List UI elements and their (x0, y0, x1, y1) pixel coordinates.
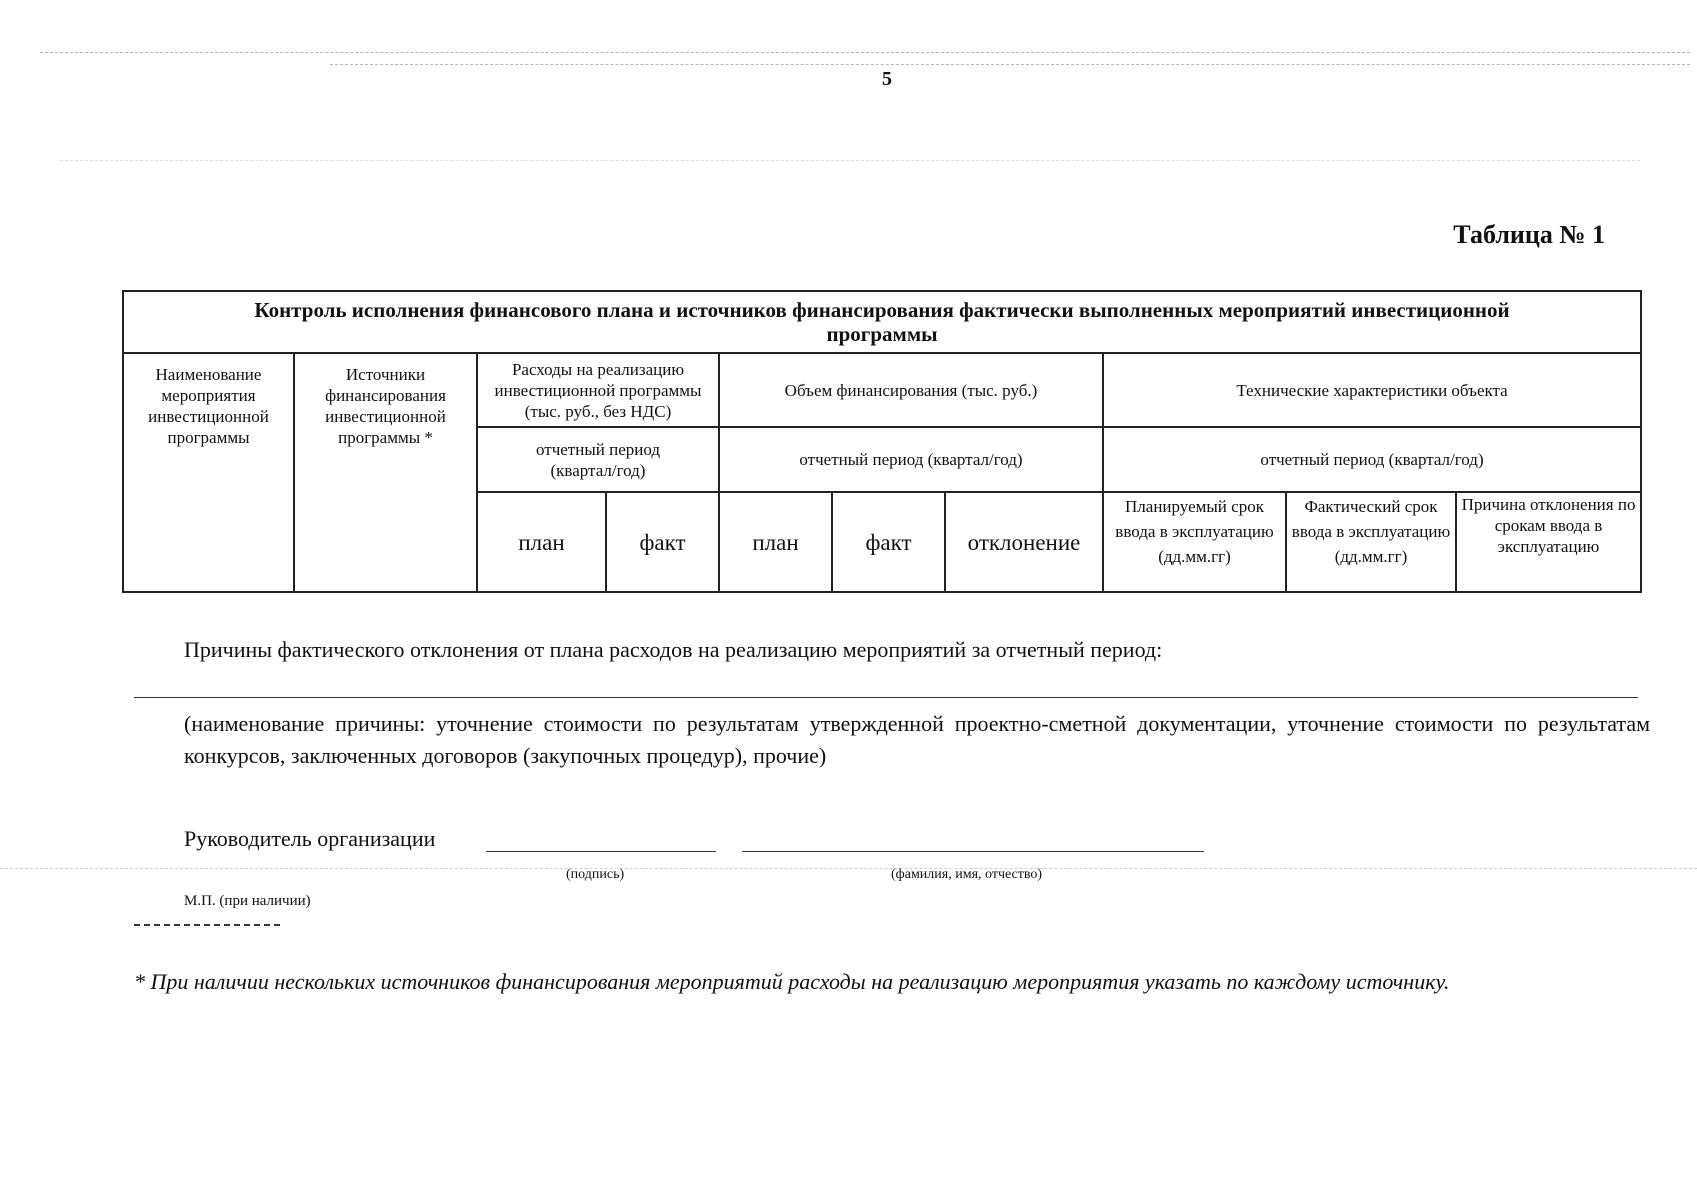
footnote-separator (134, 924, 280, 926)
header-financing-sources: Источники финансирования инвестиционной программы * (294, 353, 477, 592)
reason-fill-line (134, 697, 1638, 698)
planned-commissioning-date-header: Планируемый срок ввода в эксплуатацию (дд.мм.гг) (1103, 492, 1286, 592)
header-technical-characteristics: Технические характеристики объекта (1103, 353, 1641, 427)
financing-deviation-header: отклонение (945, 492, 1103, 592)
financing-reporting-period: отчетный период (квартал/год) (719, 427, 1103, 492)
scan-artifact-line (330, 64, 1690, 65)
header-expenses: Расходы на реализацию инвестиционной программы (тыс. руб., без НДС) (477, 353, 719, 427)
page-number: 5 (882, 68, 892, 90)
deviation-reasons-title: Причины фактического отклонения от плана расходов на реализацию мероприятий за отчетный период: (184, 637, 1163, 662)
full-name-caption: (фамилия, имя, отчество) (891, 867, 1043, 882)
table-label: Таблица № 1 (1453, 220, 1605, 249)
scan-artifact-line (40, 52, 1690, 53)
financing-fact-header: факт (832, 492, 945, 592)
expenses-reporting-period: отчетный период (квартал/год) (477, 427, 719, 492)
scan-artifact-line (0, 868, 1697, 869)
financial-plan-control-table (122, 290, 1642, 593)
head-of-organization-label: Руководитель организации (184, 826, 436, 851)
signature-caption: (подпись) (566, 867, 625, 882)
scan-artifact-line (60, 160, 1640, 161)
table-caption: Контроль исполнения финансового плана и источников финансирования фактически выполненных мероприятий инвестиционной программы (123, 291, 1641, 353)
deviation-reason-header: Причина отклонения по срокам ввода в эксплуатацию (1456, 492, 1641, 592)
stamp-note: М.П. (при наличии) (184, 893, 311, 909)
signature-line (486, 851, 716, 852)
header-financing-volume: Объем финансирования (тыс. руб.) (719, 353, 1103, 427)
full-name-line (742, 851, 1204, 852)
reason-note: (наименование причины: уточнение стоимости по результатам утвержденной проектно-сметной документации, уточнение стоимости по результатам конкурсов, заключенных договоров (закупочных процедур), прочие) (184, 711, 1650, 768)
financing-plan-header: план (719, 492, 832, 592)
header-event-name: Наименование мероприятия инвестиционной программы (123, 353, 294, 592)
footnote: * При наличии нескольких источников финансирования мероприятий расходы на реализацию мероприятия указать по каждому источнику. (134, 969, 1450, 994)
expenses-fact-header: факт (606, 492, 719, 592)
tech-reporting-period: отчетный период (квартал/год) (1103, 427, 1641, 492)
actual-commissioning-date-header: Фактический срок ввода в эксплуатацию (дд.мм.гг) (1286, 492, 1456, 592)
expenses-plan-header: план (477, 492, 606, 592)
